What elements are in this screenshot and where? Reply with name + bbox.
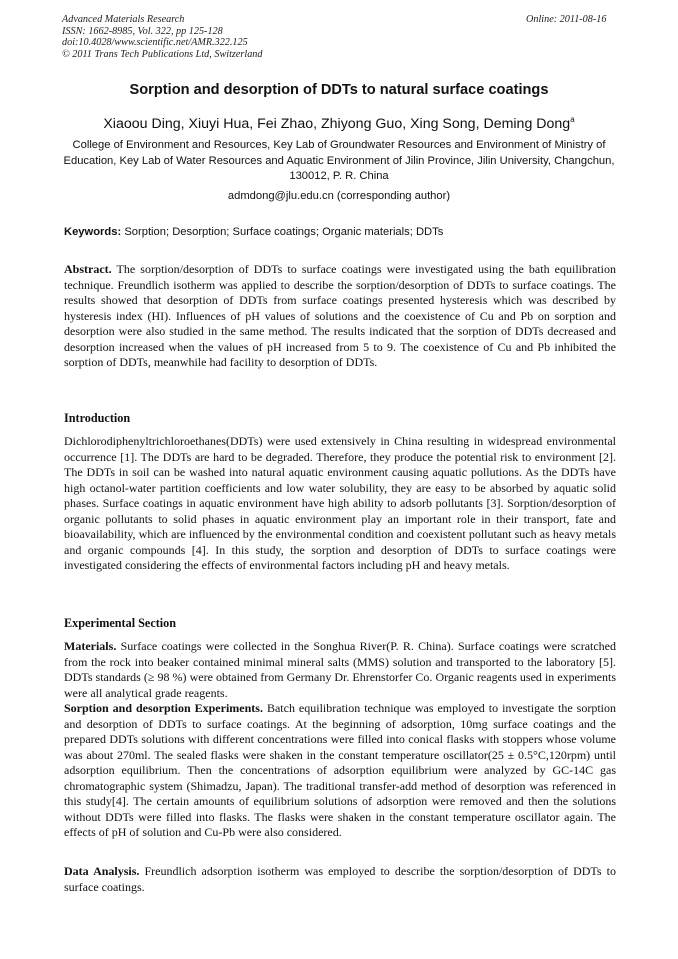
journal-issn: ISSN: 1662-8985, Vol. 322, pp 125-128 <box>62 25 223 37</box>
sorption-paragraph <box>64 701 616 841</box>
materials-paragraph <box>64 639 616 701</box>
materials-label: Materials. <box>64 639 117 653</box>
introduction-heading: Introduction <box>64 411 131 425</box>
experimental-heading: Experimental Section <box>64 616 177 630</box>
introduction-text: Dichlorodiphenyltrichloroethanes(DDTs) were used extensively in China resulting in widespread environmental occurrence [1]. The DDTs are hard to be degraded. Therefore, they produce the potential risk to environment [2]. The DDTs in soil can be washed into natural aquatic environment causing aquatic pollutions. As the DDTs have high octanol-water partition coefficients and low water solubility, they are easy to be absorbed by aquatic solid phases. Surface coatings in aquatic environment have high ability to adsorb pollutants [3]. Sorption/desorption of organic pollutants to solid phases in aquatic environment play an important role in their transport, fate and bioavailability, which are influenced by the environmental condition and coexistent pollutant such as heavy metals and organic compounds [4]. In this study, the sorption and desorption of DDTs to surface coatings were investigated considering the effects of environmental factors including pH and heavy metals. <box>64 434 616 572</box>
abstract-label: Abstract. <box>64 262 112 276</box>
analysis-label: Data Analysis. <box>64 864 140 878</box>
materials-text: Surface coatings were collected in the Songhua River(P. R. China). Surface coatings were scratched from the rock into beaker contained minimal mineral salts (MMS) solution and transported to the laboratory [5]. DDTs standards (≥ 98 %) were obtained from Germany Dr. Ehrenstorfer Co. Organic reagents used in experiments were all analytical grade reagents. <box>64 639 617 700</box>
journal-copyright: © 2011 Trans Tech Publications Ltd, Switzerland <box>62 48 263 60</box>
keywords-label: Keywords: <box>64 226 122 238</box>
sorption-label: Sorption and desorption Experiments. <box>64 701 263 715</box>
abstract <box>64 262 616 371</box>
journal-name: Advanced Materials Research <box>62 14 185 25</box>
abstract-text: The sorption/desorption of DDTs to surface coatings were investigated using the bath equilibration technique. Freundlich isotherm was applied to describe the sorption/desorption of DDTs to surface coatings. The results showed that desorption of DDTs from surface coatings presented hysteresis which was described by hysteresis index (HI). Influences of pH values of solutions and the coexistence of Cu and Pb on sorption and desorption were also studied in the same method. The results indicated that the sorption of DDTs decreased and desorption increased when the values of pH increased from 5 to 9. The coexistence of Cu and Pb inhibited the sorption of DDTs, meanwhile had facility to desorption of DDTs. <box>64 262 616 369</box>
contact-email: admdong@jlu.edu.cn (corresponding author) <box>227 190 451 202</box>
author-list <box>0 115 678 132</box>
author-names: Xiaoou Ding, Xiuyi Hua, Fei Zhao, Zhiyong Guo, Xing Song, Deming Dong <box>103 116 571 132</box>
keywords <box>64 226 443 238</box>
journal-header <box>62 14 262 60</box>
keywords-text: Sorption; Desorption; Surface coatings; Organic materials; DDTs <box>124 226 444 238</box>
journal-doi: doi:10.4028/www.scientific.net/AMR.322.125 <box>62 37 248 49</box>
affiliation: College of Environment and Resources, Key Lab of Groundwater Resources and Environment of Ministry of Education, Key Lab of Water Resources and Aquatic Environment of Jilin Province, Jilin University, Changchun, 130012, P. R. China <box>63 139 615 183</box>
online-date: Online: 2011-08-16 <box>526 14 607 25</box>
sorption-text: Batch equilibration technique was employed to investigate the sorption and desorption of DDTs to surface coatings. At the beginning of adsorption, 10mg surface coatings and the prepared DDTs solutions with different concentrations were filled into conical flasks with stoppers whose volume was about 270ml. The sealed flasks were shaken in the constant temperature oscillator(25 ± 0.5°C,120rpm) until adsorption equilibrium. Then the concentrations of adsorption equilibrium were analyzed by GC-14C gas chromatographic system (Shimadzu, Japan). The traditional transfer-add method of desorption was referenced in this study[4]. The certain amounts of equilibrium solutions of adsorption were removed and then the solutions without DDTs were filled into flasks. The flasks were shaken in the constant temperature oscillator again. The effects of pH of solution and Cu-Pb were also considered. <box>64 701 617 839</box>
author-superscript: a <box>570 115 575 124</box>
analysis-text: Freundlich adsorption isotherm was employed to describe the sorption/desorption of DDTs to surface coatings. <box>64 864 616 894</box>
analysis-paragraph <box>64 864 616 895</box>
paper-title: Sorption and desorption of DDTs to natural surface coatings <box>129 82 549 98</box>
